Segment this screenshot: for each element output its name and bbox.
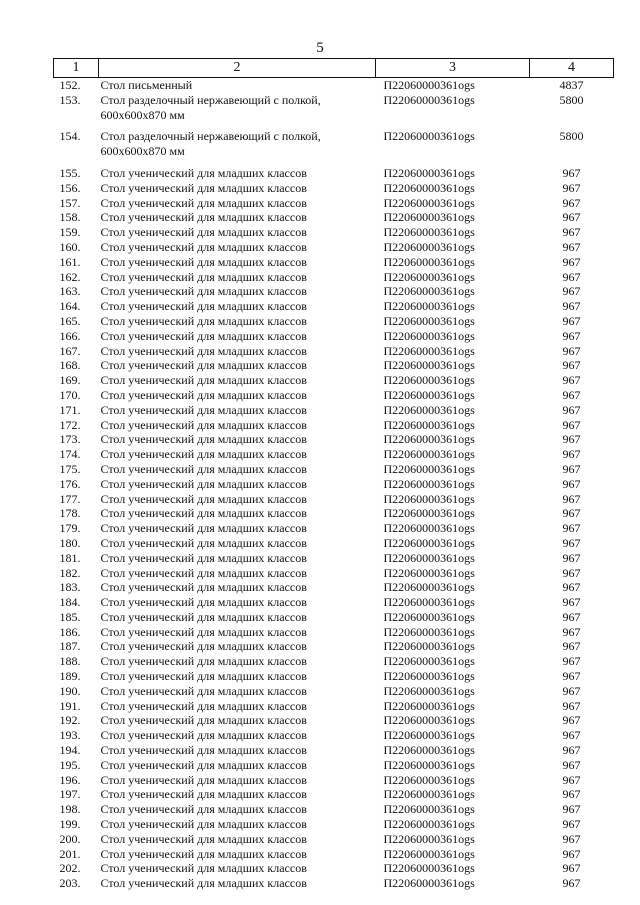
header-col-4: 4: [530, 59, 614, 78]
item-price: 967: [562, 772, 581, 787]
item-price: 4837: [559, 78, 584, 92]
item-code: П22060000361ogs: [383, 535, 475, 550]
item-code: П22060000361ogs: [383, 595, 475, 610]
table-row: [54, 270, 614, 285]
row-number: 168.: [59, 358, 81, 373]
item-code: П22060000361ogs: [383, 565, 475, 580]
row-number: 153.: [59, 92, 81, 107]
item-name: Стол ученический для младших классов: [100, 210, 307, 225]
item-name: Стол ученический для младших классов: [100, 831, 307, 846]
item-price: 967: [562, 669, 581, 684]
header-col-2: 2: [99, 59, 376, 78]
item-name: Стол ученический для младших классов: [100, 328, 307, 343]
table-row: [54, 129, 614, 166]
item-code: П22060000361ogs: [383, 195, 475, 210]
table-row: [54, 861, 614, 876]
row-number: 154.: [59, 129, 81, 144]
item-name: Стол ученический для младших классов: [100, 402, 307, 417]
item-name: Стол ученический для младших классов: [100, 713, 307, 728]
row-number: 165.: [59, 313, 81, 328]
item-name: Стол ученический для младших классов: [100, 447, 307, 462]
row-number: 193.: [59, 728, 81, 743]
table-row: [54, 743, 614, 758]
item-name: Стол ученический для младших классов: [100, 846, 307, 861]
table-row: [54, 669, 614, 684]
table-row: [54, 477, 614, 492]
row-number: 190.: [59, 683, 81, 698]
table-row: [54, 492, 614, 507]
row-number: 202.: [59, 861, 81, 876]
row-number: 163.: [59, 284, 81, 299]
table-row: [54, 802, 614, 817]
item-code: П22060000361ogs: [383, 328, 475, 343]
item-code: П22060000361ogs: [383, 210, 475, 225]
item-code: П22060000361ogs: [383, 624, 475, 639]
item-name: Стол ученический для младших классов: [100, 772, 307, 787]
table-row: [54, 240, 614, 255]
item-price: 967: [562, 254, 581, 269]
item-name: Стол ученический для младших классов: [100, 358, 307, 373]
item-name: Стол ученический для младших классов: [100, 861, 307, 876]
page-number: 5: [316, 40, 324, 56]
item-price: 967: [562, 402, 581, 417]
table-row: [54, 299, 614, 314]
item-code: П22060000361ogs: [383, 802, 475, 817]
row-number: 192.: [59, 713, 81, 728]
row-number: 156.: [59, 180, 81, 195]
item-code: П22060000361ogs: [383, 491, 475, 506]
table-row: [54, 521, 614, 536]
row-number: 171.: [59, 402, 81, 417]
item-price: 5800: [559, 92, 584, 107]
table-row: [54, 418, 614, 433]
row-number: 198.: [59, 802, 81, 817]
item-code: П22060000361ogs: [383, 447, 475, 462]
item-name: Стол ученический для младших классов: [100, 787, 307, 802]
item-price: 967: [562, 239, 581, 254]
item-code: П22060000361ogs: [383, 669, 475, 684]
item-code: П22060000361ogs: [383, 817, 475, 832]
item-code: П22060000361ogs: [383, 299, 475, 314]
row-number: 191.: [59, 698, 81, 713]
inventory-table: [53, 58, 614, 891]
row-number: 201.: [59, 846, 81, 861]
table-row: [54, 787, 614, 802]
item-price: 967: [562, 313, 581, 328]
item-name: Стол ученический для младших классов: [100, 165, 307, 180]
item-name: Стол ученический для младших классов: [100, 254, 307, 269]
item-code: П22060000361ogs: [383, 284, 475, 299]
row-number: 169.: [59, 373, 81, 388]
item-price: 967: [562, 817, 581, 832]
item-code: П22060000361ogs: [383, 358, 475, 373]
item-price: 967: [562, 654, 581, 669]
table-row: [54, 314, 614, 329]
item-price: 967: [562, 284, 581, 299]
item-price: 967: [562, 195, 581, 210]
item-name: Стол ученический для младших классов: [100, 580, 307, 595]
item-code: П22060000361ogs: [383, 461, 475, 476]
item-price: 967: [562, 550, 581, 565]
row-number: 167.: [59, 343, 81, 358]
item-code: П22060000361ogs: [383, 129, 475, 144]
row-number: 172.: [59, 417, 81, 432]
item-code: П22060000361ogs: [383, 728, 475, 743]
item-price: 967: [562, 846, 581, 861]
row-number: 170.: [59, 387, 81, 402]
table-body: [54, 78, 614, 892]
row-number: 162.: [59, 269, 81, 284]
row-number: 194.: [59, 743, 81, 758]
row-number: 158.: [59, 210, 81, 225]
table-row: [54, 344, 614, 359]
table-row: [54, 728, 614, 743]
item-name: Стол ученический для младших классов: [100, 299, 307, 314]
item-price: 967: [562, 210, 581, 225]
table-row: [54, 447, 614, 462]
item-name: Стол ученический для младших классов: [100, 387, 307, 402]
item-name: Стол ученический для младших классов: [100, 654, 307, 669]
item-price: 967: [562, 743, 581, 758]
item-price: 967: [562, 387, 581, 402]
item-price: 967: [562, 876, 581, 891]
row-number: 173.: [59, 432, 81, 447]
item-name: Стол ученический для младших классов: [100, 432, 307, 447]
item-code: П22060000361ogs: [383, 269, 475, 284]
item-name: Стол ученический для младших классов: [100, 491, 307, 506]
item-name: Стол ученический для младших классов: [100, 550, 307, 565]
header-col-1: 1: [54, 59, 99, 78]
table-row: [54, 832, 614, 847]
table-row: [54, 595, 614, 610]
row-number: 197.: [59, 787, 81, 802]
item-name: Стол письменный: [100, 78, 193, 92]
item-code: П22060000361ogs: [383, 180, 475, 195]
item-code: П22060000361ogs: [383, 402, 475, 417]
item-name: Стол ученический для младших классов: [100, 757, 307, 772]
item-code: П22060000361ogs: [383, 506, 475, 521]
item-price: 967: [562, 624, 581, 639]
row-number: 182.: [59, 565, 81, 580]
item-code: П22060000361ogs: [383, 239, 475, 254]
item-name: Стол ученический для младших классов: [100, 743, 307, 758]
table-row: [54, 817, 614, 832]
table-row: [54, 551, 614, 566]
item-name: Стол ученический для младших классов: [100, 639, 307, 654]
row-number: 175.: [59, 461, 81, 476]
item-code: П22060000361ogs: [383, 787, 475, 802]
row-number: 203.: [59, 876, 81, 891]
table-row: [54, 255, 614, 270]
table-row: [54, 462, 614, 477]
table-row: [54, 684, 614, 699]
item-name: Стол ученический для младших классов: [100, 728, 307, 743]
row-number: 164.: [59, 299, 81, 314]
table-row: [54, 639, 614, 654]
table-row: [54, 876, 614, 891]
row-number: 195.: [59, 757, 81, 772]
item-price: 967: [562, 417, 581, 432]
item-price: 967: [562, 683, 581, 698]
table-row: [54, 329, 614, 344]
item-code: П22060000361ogs: [383, 683, 475, 698]
item-code: П22060000361ogs: [383, 757, 475, 772]
item-name: Стол ученический для младших классов: [100, 343, 307, 358]
table-row: [54, 358, 614, 373]
table-row: [54, 699, 614, 714]
row-number: 189.: [59, 669, 81, 684]
table-row: [54, 432, 614, 447]
row-number: 199.: [59, 817, 81, 832]
item-name: Стол ученический для младших классов: [100, 239, 307, 254]
row-number: 177.: [59, 491, 81, 506]
item-name: Стол ученический для младших классов: [100, 624, 307, 639]
row-number: 152.: [59, 78, 81, 92]
item-name: Стол ученический для младших классов: [100, 535, 307, 550]
item-name: Стол разделочный нержавеющий с полкой, 600х600х870 мм: [100, 129, 321, 159]
item-name: Стол ученический для младших классов: [100, 269, 307, 284]
item-price: 967: [562, 698, 581, 713]
item-code: П22060000361ogs: [383, 387, 475, 402]
item-name: Стол ученический для младших классов: [100, 565, 307, 580]
item-price: 967: [562, 595, 581, 610]
item-code: П22060000361ogs: [383, 417, 475, 432]
item-code: П22060000361ogs: [383, 831, 475, 846]
item-code: П22060000361ogs: [383, 639, 475, 654]
item-code: П22060000361ogs: [383, 165, 475, 180]
item-price: 967: [562, 861, 581, 876]
item-code: П22060000361ogs: [383, 373, 475, 388]
row-number: 196.: [59, 772, 81, 787]
header-row: [54, 59, 614, 78]
item-code: П22060000361ogs: [383, 313, 475, 328]
item-code: П22060000361ogs: [383, 861, 475, 876]
table-row: [54, 93, 614, 130]
item-price: 967: [562, 432, 581, 447]
item-name: Стол ученический для младших классов: [100, 373, 307, 388]
item-price: 967: [562, 535, 581, 550]
item-name: Стол ученический для младших классов: [100, 417, 307, 432]
item-code: П22060000361ogs: [383, 343, 475, 358]
item-code: П22060000361ogs: [383, 772, 475, 787]
item-name: Стол ученический для младших классов: [100, 595, 307, 610]
item-price: 967: [562, 506, 581, 521]
item-price: 967: [562, 713, 581, 728]
item-name: Стол ученический для младших классов: [100, 609, 307, 624]
item-price: 967: [562, 728, 581, 743]
item-code: П22060000361ogs: [383, 846, 475, 861]
item-code: П22060000361ogs: [383, 92, 475, 107]
row-number: 188.: [59, 654, 81, 669]
item-price: 967: [562, 521, 581, 536]
item-price: 967: [562, 299, 581, 314]
row-number: 160.: [59, 239, 81, 254]
item-name: Стол ученический для младших классов: [100, 521, 307, 536]
item-price: 967: [562, 787, 581, 802]
item-price: 967: [562, 609, 581, 624]
table-row: [54, 373, 614, 388]
row-number: 183.: [59, 580, 81, 595]
item-price: 967: [562, 358, 581, 373]
item-price: 967: [562, 565, 581, 580]
table-row: [54, 847, 614, 862]
item-code: П22060000361ogs: [383, 580, 475, 595]
item-price: 967: [562, 373, 581, 388]
table-header: [54, 59, 614, 78]
item-name: Стол ученический для младших классов: [100, 817, 307, 832]
item-price: 967: [562, 180, 581, 195]
table-row: [54, 196, 614, 211]
row-number: 187.: [59, 639, 81, 654]
row-number: 186.: [59, 624, 81, 639]
table-row: [54, 78, 614, 93]
item-price: 967: [562, 225, 581, 240]
item-code: П22060000361ogs: [383, 698, 475, 713]
item-price: 967: [562, 269, 581, 284]
item-price: 5800: [559, 129, 584, 144]
item-name: Стол ученический для младших классов: [100, 284, 307, 299]
item-name: Стол ученический для младших классов: [100, 669, 307, 684]
item-code: П22060000361ogs: [383, 521, 475, 536]
item-price: 967: [562, 831, 581, 846]
item-code: П22060000361ogs: [383, 743, 475, 758]
item-price: 967: [562, 343, 581, 358]
table-row: [54, 506, 614, 521]
item-name: Стол ученический для младших классов: [100, 506, 307, 521]
item-code: П22060000361ogs: [383, 876, 475, 891]
row-number: 155.: [59, 165, 81, 180]
table-row: [54, 210, 614, 225]
item-name: Стол ученический для младших классов: [100, 195, 307, 210]
table-row: [54, 758, 614, 773]
item-price: 967: [562, 802, 581, 817]
row-number: 181.: [59, 550, 81, 565]
row-number: 174.: [59, 447, 81, 462]
item-code: П22060000361ogs: [383, 550, 475, 565]
header-col-3: 3: [376, 59, 530, 78]
table-row: [54, 773, 614, 788]
item-name: Стол ученический для младших классов: [100, 180, 307, 195]
item-code: П22060000361ogs: [383, 713, 475, 728]
row-number: 166.: [59, 328, 81, 343]
item-name: Стол ученический для младших классов: [100, 802, 307, 817]
item-name: Стол ученический для младших классов: [100, 313, 307, 328]
table-row: [54, 713, 614, 728]
table-row: [54, 654, 614, 669]
table-row: [54, 166, 614, 181]
item-price: 967: [562, 165, 581, 180]
item-price: 967: [562, 580, 581, 595]
item-name: Стол ученический для младших классов: [100, 476, 307, 491]
table-row: [54, 388, 614, 403]
row-number: 179.: [59, 521, 81, 536]
table-row: [54, 625, 614, 640]
item-code: П22060000361ogs: [383, 225, 475, 240]
item-price: 967: [562, 491, 581, 506]
item-name: Стол ученический для младших классов: [100, 683, 307, 698]
row-number: 185.: [59, 609, 81, 624]
table-row: [54, 566, 614, 581]
table-row: [54, 181, 614, 196]
item-code: П22060000361ogs: [383, 609, 475, 624]
item-price: 967: [562, 639, 581, 654]
item-name: Стол ученический для младших классов: [100, 225, 307, 240]
item-code: П22060000361ogs: [383, 78, 475, 92]
item-price: 967: [562, 328, 581, 343]
item-code: П22060000361ogs: [383, 654, 475, 669]
item-name: Стол ученический для младших классов: [100, 461, 307, 476]
row-number: 176.: [59, 476, 81, 491]
row-number: 161.: [59, 254, 81, 269]
row-number: 178.: [59, 506, 81, 521]
item-code: П22060000361ogs: [383, 476, 475, 491]
row-number: 184.: [59, 595, 81, 610]
item-price: 967: [562, 757, 581, 772]
item-name: Стол ученический для младших классов: [100, 698, 307, 713]
item-price: 967: [562, 476, 581, 491]
table-row: [54, 610, 614, 625]
table-row: [54, 225, 614, 240]
table-row: [54, 403, 614, 418]
item-price: 967: [562, 447, 581, 462]
table-row: [54, 580, 614, 595]
row-number: 159.: [59, 225, 81, 240]
item-name: Стол ученический для младших классов: [100, 876, 307, 891]
table-row: [54, 536, 614, 551]
row-number: 157.: [59, 195, 81, 210]
item-name: Стол разделочный нержавеющий с полкой, 600х600х870 мм: [100, 92, 321, 122]
row-number: 180.: [59, 535, 81, 550]
item-code: П22060000361ogs: [383, 432, 475, 447]
table-row: [54, 284, 614, 299]
item-code: П22060000361ogs: [383, 254, 475, 269]
row-number: 200.: [59, 831, 81, 846]
item-price: 967: [562, 461, 581, 476]
